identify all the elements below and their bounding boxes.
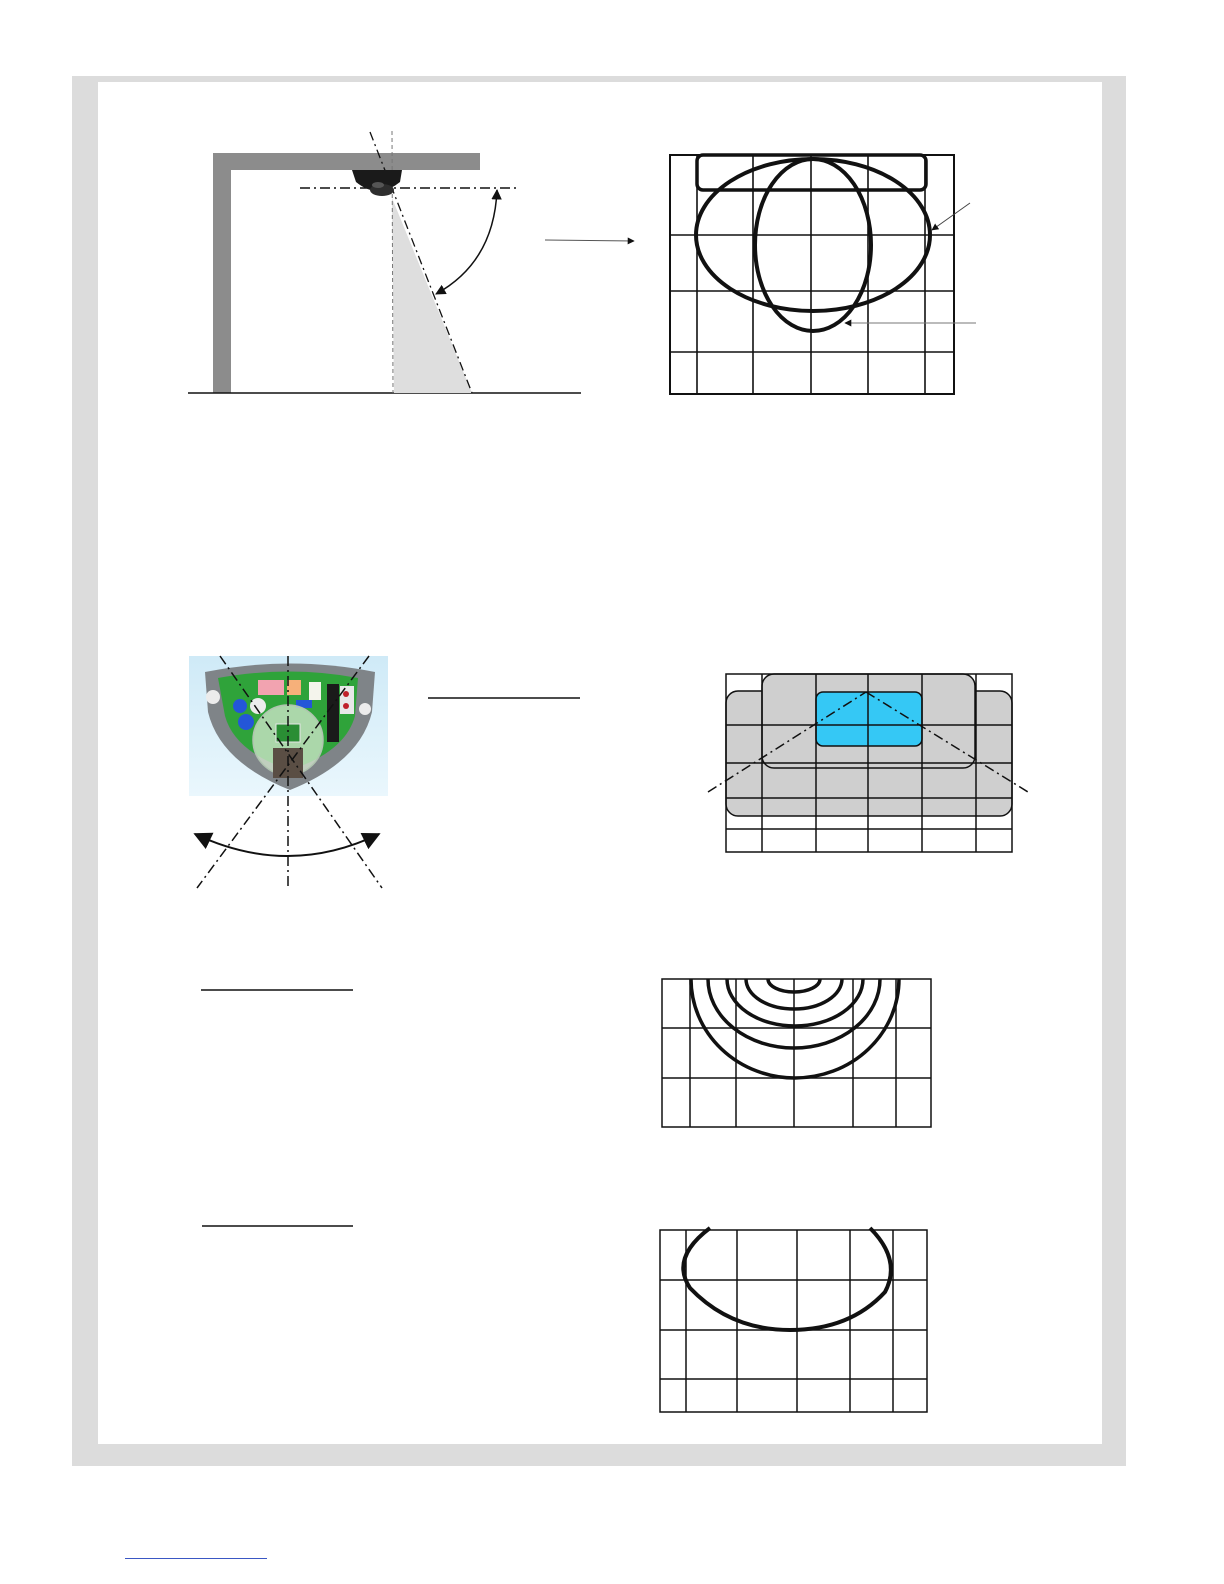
footer-link-underline[interactable] — [125, 1558, 267, 1559]
ceiling-slab — [213, 153, 480, 170]
dome-camera-icon — [352, 170, 402, 196]
ceiling-mount-side-view — [188, 131, 634, 393]
coverage-grid-concentric — [201, 979, 931, 1127]
sensor-board-top-view — [189, 656, 580, 888]
projection-arrow — [545, 240, 634, 241]
wall — [213, 153, 231, 393]
coverage-grid-ellipses — [670, 155, 976, 394]
coverage-grid-half-ellipse — [202, 1226, 927, 1412]
half-ellipse-zone — [683, 1228, 891, 1330]
narrow-ellipse-zone — [755, 159, 871, 331]
tilt-angle-arc — [436, 190, 497, 294]
coverage-grid-blue-zone — [708, 674, 1028, 852]
blue-highlight-zone — [816, 692, 922, 746]
callout-arrow-wide — [932, 203, 970, 230]
